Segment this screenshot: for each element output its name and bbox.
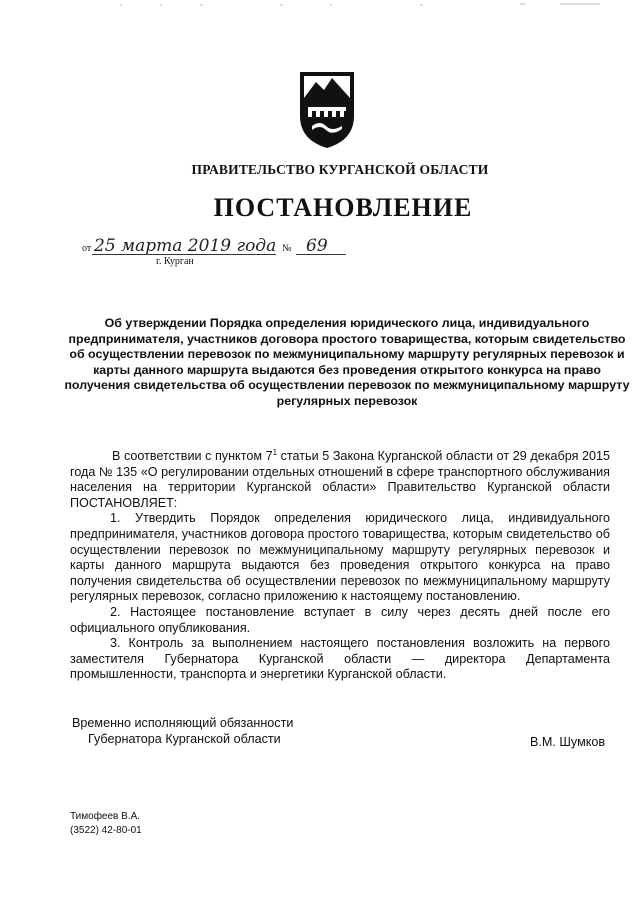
date-underline <box>92 254 276 255</box>
signatory-name: В.М. Шумков <box>530 735 606 749</box>
government-name: ПРАВИТЕЛЬСТВО КУРГАНСКОЙ ОБЛАСТИ <box>191 162 489 177</box>
number-prefix: № <box>282 243 292 254</box>
date-number-line <box>82 236 352 258</box>
handwritten-number: 69 <box>306 236 328 256</box>
signatory-position <box>72 715 293 747</box>
date-prefix: от <box>82 243 92 254</box>
number-underline <box>296 254 346 255</box>
clause-2: 2. Настоящее постановление вступает в силу через десять дней после его официального опубликования. <box>70 604 610 635</box>
executor-block <box>70 810 142 838</box>
city-label: г. Курган <box>156 256 194 267</box>
scan-artifacts <box>0 0 640 10</box>
position-line-1: Временно исполняющий обязанности <box>72 716 294 730</box>
preamble-paragraph: В соответствии с пунктом $7^1$ статьи 5 Закона Курганской области от 29 декабря 2015 года № 135 «О регулировании отдельных отношений в сфере транспортного обслуживания населения на территории Курганской области» Правительство Курганской области ПОСТАНОВЛЯЕТ: <box>70 447 611 510</box>
document-type-title: ПОСТАНОВЛЕНИЕ <box>213 193 473 222</box>
executor-name: Тимофеев В.А. <box>70 811 141 822</box>
clause-1: 1. Утвердить Порядок определения юридического лица, индивидуального предпринимателя, участников договора простого товарищества, которым свидетельство об осуществлении перевозок по межмуниципальному маршруту регулярных перевозок и карты данного маршрута выдаются без проведения открытого конкурса на право получения свидетельства об осуществлении перевозок по межмуниципальному маршруту регулярных перевозок, согласно приложению к настоящему постановлению. <box>70 511 610 604</box>
position-line-2: Губернатора Курганской области <box>88 732 281 746</box>
executor-phone: (3522) 42-80-01 <box>70 825 142 836</box>
document-body <box>70 449 610 683</box>
document-subject: Об утверждении Порядка определения юридического лица, индивидуального предпринимателя, участников договора простого товарищества, которым свидетельство об осуществлении перевозок по межмуниципальному маршруту регулярных перевозок и карты данного маршрута выдаются без проведения открытого конкурса на право получения свидетельства об осуществлении перевозок по межмуниципальному маршруту регулярных перевозок <box>64 316 630 408</box>
coat-of-arms-emblem <box>296 68 358 150</box>
clause-3: 3. Контроль за выполнением настоящего постановления возложить на первого заместителя Губернатора Курганской области — директора Департамента промышленности, транспорта и энергетики Курганской области. <box>70 636 610 682</box>
handwritten-date: 25 марта 2019 года <box>94 236 277 256</box>
